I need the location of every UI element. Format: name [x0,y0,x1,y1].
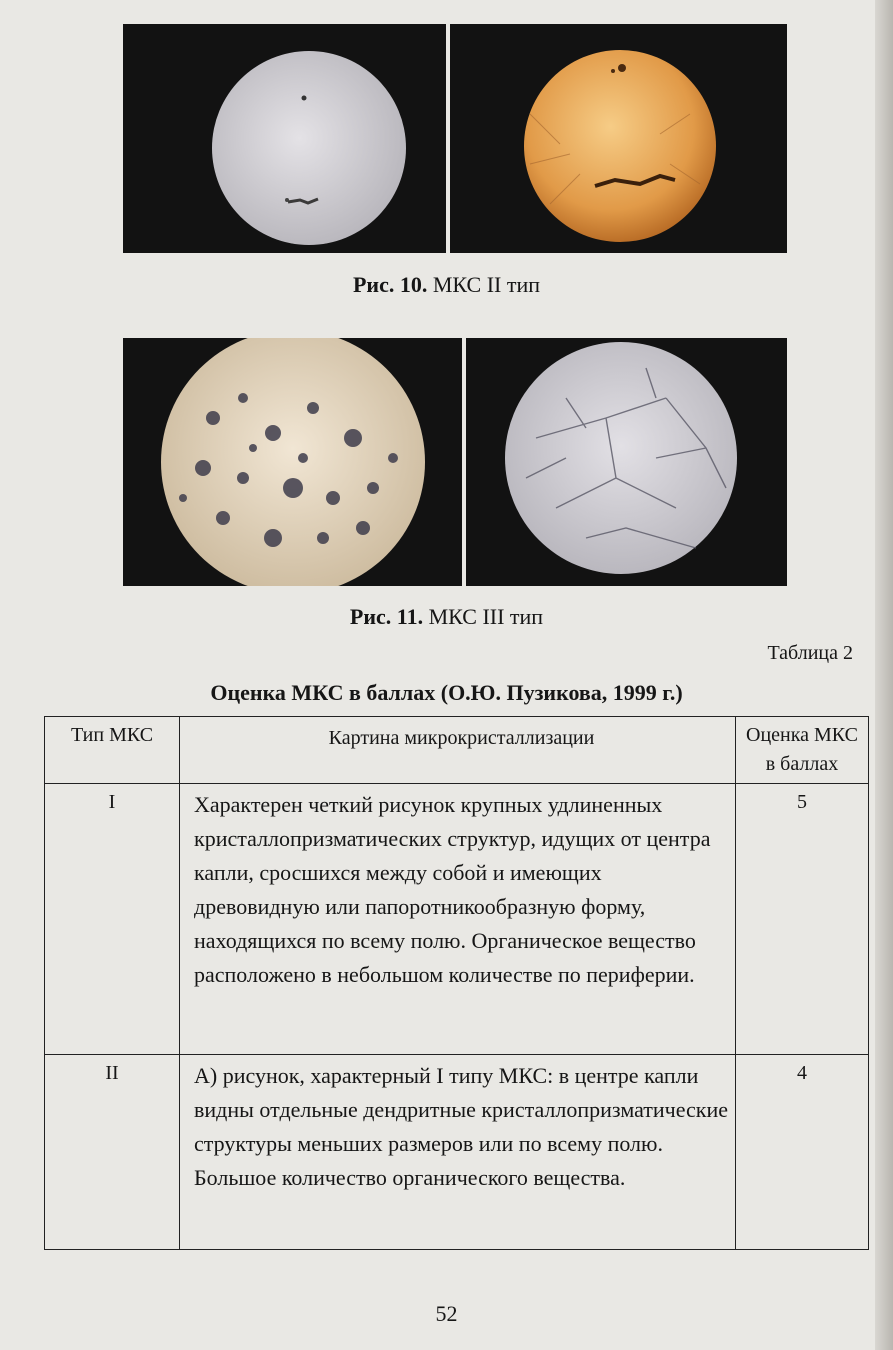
micrograph-11-left [123,338,462,586]
row-type: II [45,1055,180,1250]
row-score: 4 [736,1055,869,1250]
header-type: Тип МКС [45,717,180,784]
table-title: Оценка МКС в баллах (О.Ю. Пузикова, 1999 г.) [210,680,683,705]
page-edge-shadow [875,0,893,1350]
mks-score-table [44,716,869,1250]
header-score: Оценка МКС в баллах [736,717,869,784]
table-label: Таблица 2 [767,642,853,664]
row-score: 5 [736,784,869,1055]
table-header-row [45,717,869,784]
micrograph-10-left [123,24,446,253]
figure-11-caption [0,604,893,630]
table-row [45,784,869,1055]
micrograph-10-right [450,24,787,253]
figure-10-label: Рис. 10. [352,272,428,297]
row-description: А) рисунок, характерный I типу МКС: в центре капли видны отдельные дендритные кристаллопризматические структуры меньших размеров или по всему полю. Большое количество органического вещества. [180,1055,736,1250]
row-type: I [45,784,180,1055]
figure-10-caption [0,272,893,298]
figure-11-title: МКС III тип [428,604,544,629]
figure-10-title: МКС II тип [432,272,541,297]
header-picture: Картина микрокристаллизации [180,717,736,784]
micrograph-11-left-image [123,338,462,586]
page-number: 52 [435,1301,458,1326]
micrograph-10-left-image [123,24,446,253]
micrograph-11-right-image [466,338,787,586]
figure-11-label: Рис. 11. [349,604,424,629]
table-row [45,1055,869,1250]
micrograph-11-right [466,338,787,586]
micrograph-10-right-image [450,24,787,253]
row-description: Характерен четкий рисунок крупных удлиненных кристаллопризматических структур, идущих от центра капли, сросшихся между собой и имеющих древовидную или папоротникообразную форму, находящихся по всему полю. Органическое вещество расположено в небольшом количестве по периферии. [180,784,736,1055]
